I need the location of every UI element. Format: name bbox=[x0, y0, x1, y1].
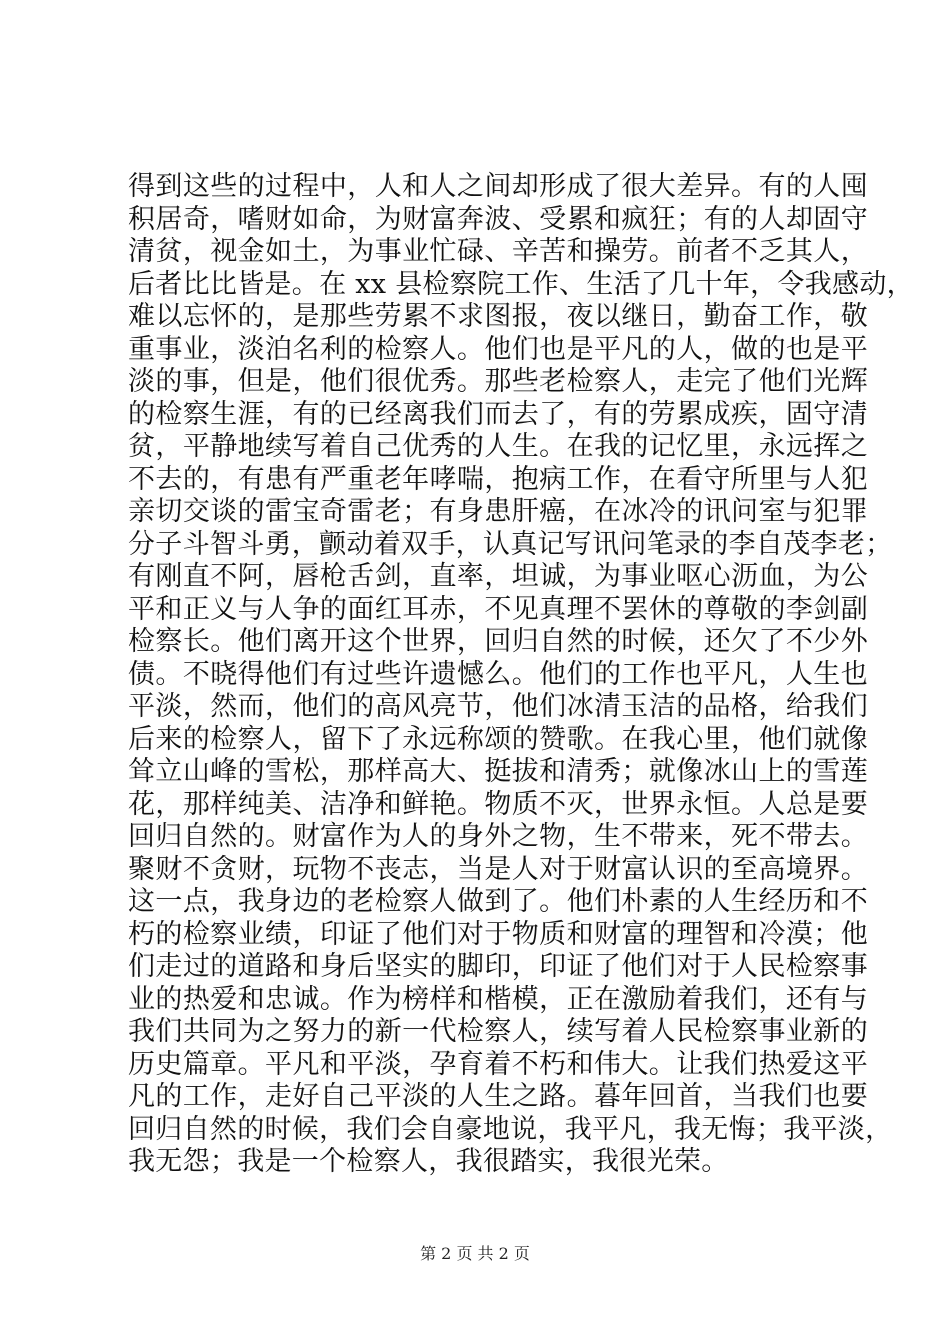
text-line: 积居奇，嗜财如命，为财富奔波、受累和疯狂；有的人却固守 bbox=[128, 203, 868, 235]
page-number-footer: 第 2 页 共 2 页 bbox=[420, 1244, 530, 1263]
text-line: 这一点，我身边的老检察人做到了。他们朴素的人生经历和不 bbox=[128, 886, 868, 917]
text-line: 凡的工作，走好自己平淡的人生之路。暮年回首，当我们也要 bbox=[128, 1081, 868, 1112]
text-line: 们走过的道路和身后坚实的脚印，印证了他们对于人民检察事 bbox=[128, 951, 868, 982]
text-line: 的检察生涯，有的已经离我们而去了，有的劳累成疾，固守清 bbox=[128, 398, 868, 430]
text-line: 有刚直不阿，唇枪舌剑，直率，坦诚，为事业呕心沥血，为公 bbox=[128, 561, 868, 592]
text-line: 分子斗智斗勇，颤动着双手，认真记写讯问笔录的李自茂李老； bbox=[128, 528, 893, 560]
text-line: 重事业，淡泊名利的检察人。他们也是平凡的人，做的也是平 bbox=[128, 333, 868, 365]
text-line: 业的热爱和忠诚。作为榜样和楷模，正在激励着我们，还有与 bbox=[128, 983, 868, 1015]
text-line: 后来的检察人，留下了永远称颂的赞歌。在我心里，他们就像 bbox=[128, 723, 868, 755]
text-line: 债。不晓得他们有过些许遗憾么。他们的工作也平凡，人生也 bbox=[128, 658, 868, 690]
text-line: 朽的检察业绩，印证了他们对于物质和财富的理智和冷漠；他 bbox=[128, 918, 868, 950]
text-line: 回归自然的。财富作为人的身外之物，生不带来，死不带去。 bbox=[128, 821, 868, 852]
text-line: 清贫，视金如土，为事业忙碌、辛苦和操劳。前者不乏其人， bbox=[128, 236, 868, 267]
text-line: 平和正义与人争的面红耳赤，不见真理不罢休的尊敬的李剑副 bbox=[128, 593, 868, 625]
text-line: 不去的，有患有严重老年哮喘，抱病工作，在看守所里与人犯 bbox=[128, 463, 868, 495]
text-line: 亲切交谈的雷宝奇雷老；有身患肝癌，在冰冷的讯问室与犯罪 bbox=[128, 496, 868, 527]
text-line: 花，那样纯美、洁净和鲜艳。物质不灭，世界永恒。人总是要 bbox=[128, 788, 868, 820]
text-line: 得到这些的过程中，人和人之间却形成了很大差异。有的人囤 bbox=[128, 171, 868, 202]
text-line: 平淡，然而，他们的高风亮节，他们冰清玉洁的品格，给我们 bbox=[128, 691, 868, 722]
text-line: 贫，平静地续写着自己优秀的人生。在我的记忆里，永远挥之 bbox=[128, 431, 868, 462]
text-line: 回归自然的时候，我们会自豪地说，我平凡，我无悔；我平淡， bbox=[128, 1113, 893, 1145]
text-line: 后者比比皆是。在 xx 县检察院工作、生活了几十年，令我感动， bbox=[128, 268, 914, 300]
text-line: 检察长。他们离开这个世界，回归自然的时候，还欠了不少外 bbox=[128, 626, 868, 657]
text-line: 历史篇章。平凡和平淡，孕育着不朽和伟大。让我们热爱这平 bbox=[128, 1048, 868, 1080]
text-line: 我们共同为之努力的新一代检察人，续写着人民检察事业新的 bbox=[128, 1016, 868, 1047]
body-paragraph bbox=[128, 171, 914, 1179]
text-line-last: 我无怨；我是一个检察人，我很踏实，我很光荣。 bbox=[128, 1146, 729, 1177]
text-line: 难以忘怀的，是那些劳累不求图报，夜以继日，勤奋工作，敬 bbox=[128, 301, 868, 332]
text-line: 聚财不贪财，玩物不丧志，当是人对于财富认识的至高境界。 bbox=[128, 853, 868, 885]
text-line: 耸立山峰的雪松，那样高大、挺拔和清秀；就像冰山上的雪莲 bbox=[128, 756, 868, 787]
text-line: 淡的事，但是，他们很优秀。那些老检察人，走完了他们光辉 bbox=[128, 366, 868, 397]
